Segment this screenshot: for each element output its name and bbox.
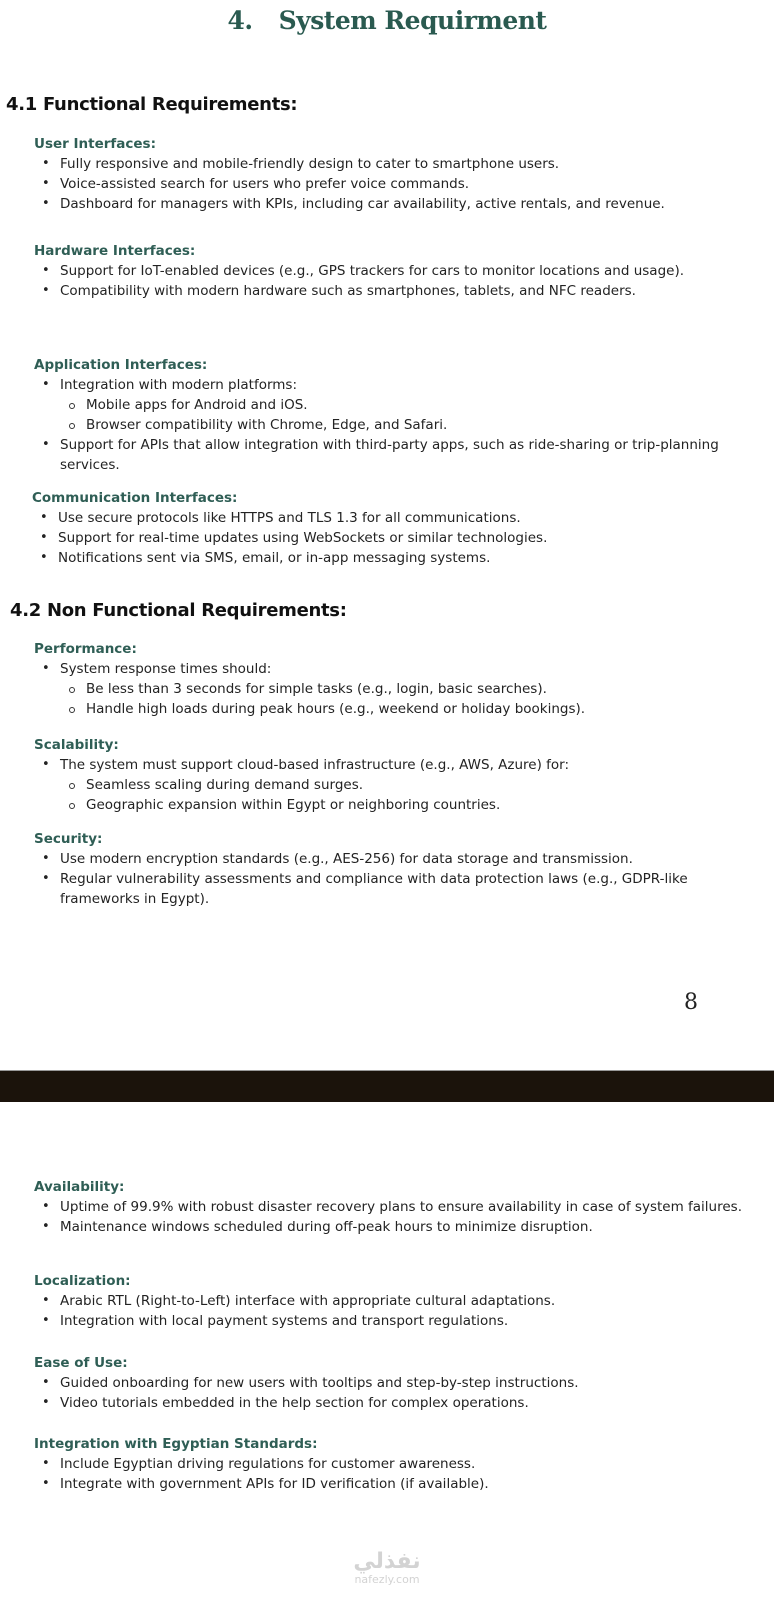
list-item: • Arabic RTL (Right-to-Left) interface with appropriate cultural adaptations. [34,1291,744,1311]
list-item: • Notifications sent via SMS, email, or in-app messaging systems. [32,548,744,568]
list-item: • Video tutorials embedded in the help section for complex operations. [34,1393,744,1413]
subsection-heading: Ease of Use: [34,1355,128,1371]
subsection-heading: Communication Interfaces: [32,490,238,506]
bullet-list [34,1373,744,1413]
section-ease-of-use [34,1353,744,1413]
section-egyptian-standards [34,1434,744,1494]
watermark-arabic: نفذلي [353,1549,421,1574]
bullet-list [34,1197,744,1237]
bullet-list [34,1454,744,1494]
section-title: System Requirment [278,6,547,35]
subsection-heading: Integration with Egyptian Standards: [34,1436,318,1452]
subsection-heading: Performance: [34,641,137,657]
subsection-heading: Hardware Interfaces: [34,243,196,259]
sub-list-item: Be less than 3 seconds for simple tasks (e.g., login, basic searches). [34,679,744,699]
page-number: 8 [684,990,698,1015]
list-item: • Uptime of 99.9% with robust disaster recovery plans to ensure availability in case of system failures. [34,1197,744,1217]
list-item: • System response times should: [34,659,744,679]
list-item: • Regular vulnerability assessments and compliance with data protection laws (e.g., GDPR-like frameworks in Egypt). [34,869,744,909]
list-item: • Integration with local payment systems and transport regulations. [34,1311,744,1331]
list-item: • Support for APIs that allow integration with third-party apps, such as ride-sharing or trip-planning services. [34,435,744,475]
sub-list-item: Handle high loads during peak hours (e.g., weekend or holiday bookings). [34,699,744,719]
list-item: • The system must support cloud-based infrastructure (e.g., AWS, Azure) for: [34,755,744,775]
subsection-heading: Scalability: [34,737,119,753]
functional-heading: 4.1 Functional Requirements: [6,94,298,115]
section-number: 4. [227,6,253,35]
bullet-list [32,508,744,568]
bullet-list [34,659,744,719]
sub-list-item: Seamless scaling during demand surges. [34,775,744,795]
page-title [0,6,774,35]
nonfunctional-heading: 4.2 Non Functional Requirements: [10,600,347,621]
section-security [34,829,744,909]
subsection-heading: User Interfaces: [34,136,156,152]
bullet-list [34,1291,744,1331]
page-divider [0,1070,774,1102]
section-scalability [34,735,744,815]
list-item: • Use secure protocols like HTTPS and TLS 1.3 for all communications. [32,508,744,528]
list-item: • Integration with modern platforms: [34,375,744,395]
section-communication-interfaces [32,488,744,568]
list-item: • Use modern encryption standards (e.g., AES-256) for data storage and transmission. [34,849,744,869]
section-user-interfaces [34,134,744,214]
list-item: • Guided onboarding for new users with tooltips and step-by-step instructions. [34,1373,744,1393]
bullet-list [34,261,744,301]
sub-list-item: Geographic expansion within Egypt or neighboring countries. [34,795,744,815]
sub-list-item: Mobile apps for Android and iOS. [34,395,744,415]
section-application-interfaces [34,355,744,475]
sub-list-item: Browser compatibility with Chrome, Edge, and Safari. [34,415,744,435]
bullet-list [34,755,744,815]
section-performance [34,639,744,719]
list-item: • Integrate with government APIs for ID verification (if available). [34,1474,744,1494]
list-item: • Support for real-time updates using WebSockets or similar technologies. [32,528,744,548]
bullet-list [34,375,744,475]
list-item: • Voice-assisted search for users who prefer voice commands. [34,174,744,194]
bullet-list [34,154,744,214]
list-item: • Include Egyptian driving regulations for customer awareness. [34,1454,744,1474]
list-item: • Support for IoT-enabled devices (e.g., GPS trackers for cars to monitor locations and usage). [34,261,744,281]
list-item: • Fully responsive and mobile-friendly design to cater to smartphone users. [34,154,744,174]
subsection-heading: Localization: [34,1273,131,1289]
list-item: • Compatibility with modern hardware such as smartphones, tablets, and NFC readers. [34,281,744,301]
watermark-logo [0,1550,774,1586]
list-item: • Dashboard for managers with KPIs, including car availability, active rentals, and revenue. [34,194,744,214]
bullet-list [34,849,744,909]
watermark-url: nafezly.com [354,1573,420,1586]
subsection-heading: Application Interfaces: [34,357,208,373]
section-hardware-interfaces [34,241,744,301]
list-item: • Maintenance windows scheduled during off-peak hours to minimize disruption. [34,1217,744,1237]
section-localization [34,1271,744,1331]
section-availability [34,1177,744,1237]
subsection-heading: Availability: [34,1179,125,1195]
subsection-heading: Security: [34,831,103,847]
